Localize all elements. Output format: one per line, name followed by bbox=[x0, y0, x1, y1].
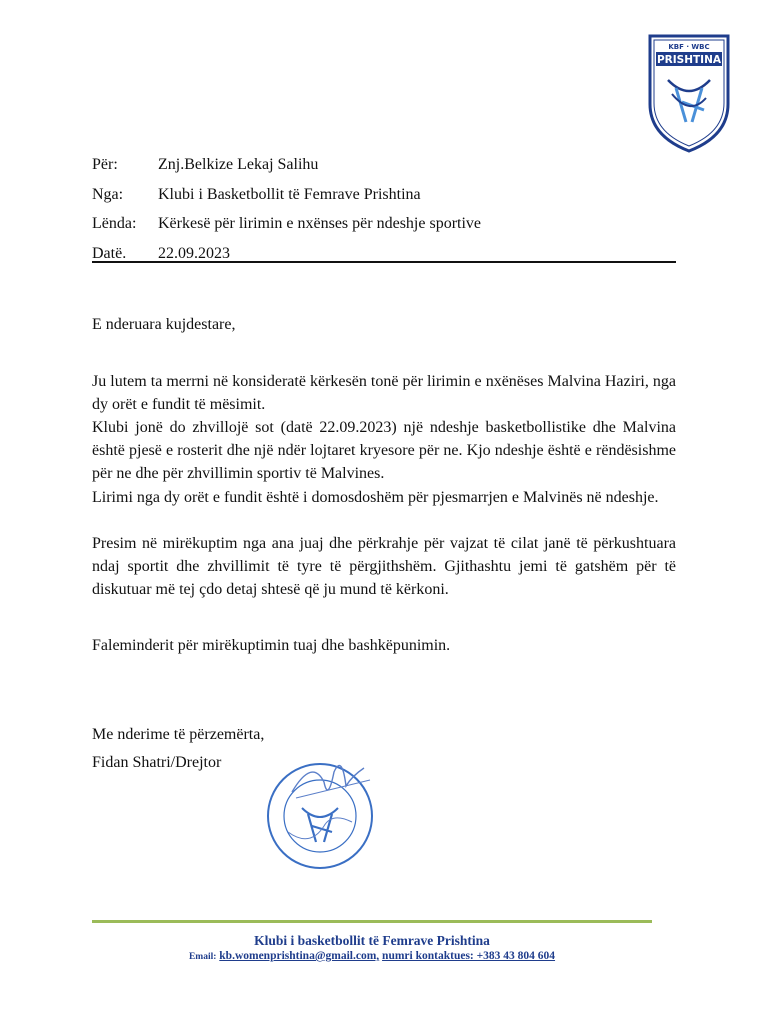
date-value: 22.09.2023 bbox=[158, 244, 230, 262]
email-link[interactable]: kb.womenprishtina@gmail.com, bbox=[219, 950, 380, 962]
header-row-to bbox=[92, 150, 676, 180]
footer-organization: Klubi i basketbollit të Femrave Prishtina bbox=[254, 933, 490, 948]
paragraph-request: Ju lutem ta merrni në konsideratë kërkesën tonë për lirimin e nxënëses Malvina Haziri, nga dy orët e fundit të mësimit. bbox=[92, 373, 676, 413]
to-label: Për: bbox=[92, 156, 118, 173]
phone-number: numri kontaktues: +383 43 804 604 bbox=[382, 950, 556, 962]
header-row-from bbox=[92, 180, 676, 210]
footer-contact bbox=[92, 950, 652, 962]
email-label: Email: bbox=[188, 952, 217, 962]
from-label: Nga: bbox=[92, 185, 124, 203]
header-row-date bbox=[92, 239, 676, 269]
subject-value: Kërkesë për lirimin e nxënses për ndeshje sportive bbox=[158, 215, 482, 232]
to-value: Znj.Belkize Lekaj Salihu bbox=[158, 156, 319, 173]
signature-stamp bbox=[262, 752, 412, 874]
subject-label: Lënda: bbox=[92, 215, 137, 232]
logo-name: PRISHTINA bbox=[656, 54, 722, 66]
paragraph-thanks: Faleminderit për mirëkuptimin tuaj dhe bashkëpunimin. bbox=[92, 637, 451, 654]
from-value: Klubi i Basketbollit të Femrave Prishtina bbox=[158, 185, 421, 203]
salutation: E nderuara kujdestare, bbox=[92, 316, 236, 333]
letter-header bbox=[92, 150, 676, 268]
paragraph-match: Klubi jonë do zhvillojë sot (datë 22.09.2023) një ndeshje basketbollistike dhe Malvina është pjesë e rosterit dhe një ndër lojtaret kryesore për ne. Kjo ndeshje është e rëndësishme për ne dhe për zhvillimin sportiv të Malvines. bbox=[92, 419, 676, 482]
paragraph-release: Lirimi nga dy orët e fundit është i domosdoshëm për pjesmarrjen e Malvinës në ndeshje. bbox=[92, 489, 659, 506]
logo-top-text: KBF · WBC bbox=[668, 43, 710, 51]
club-logo bbox=[646, 32, 732, 154]
footer-divider bbox=[92, 920, 652, 923]
paragraph-support: Presim në mirëkuptim nga ana juaj dhe përkrahje për vajzat të cilat janë të përkushtuara ndaj sportit dhe zhvillimit të tyre të përgjithshëm. Gjithashtu jemi të gatshëm për të diskutuar më tej çdo detaj shtesë që ju mund të kërkoni. bbox=[92, 535, 676, 598]
signatory-name: Fidan Shatri/Drejtor bbox=[92, 754, 222, 771]
header-divider bbox=[92, 261, 676, 263]
closing-greeting: Me nderime të përzemërta, bbox=[92, 726, 265, 743]
header-row-subject bbox=[92, 209, 676, 239]
date-label: Datë. bbox=[92, 244, 127, 262]
